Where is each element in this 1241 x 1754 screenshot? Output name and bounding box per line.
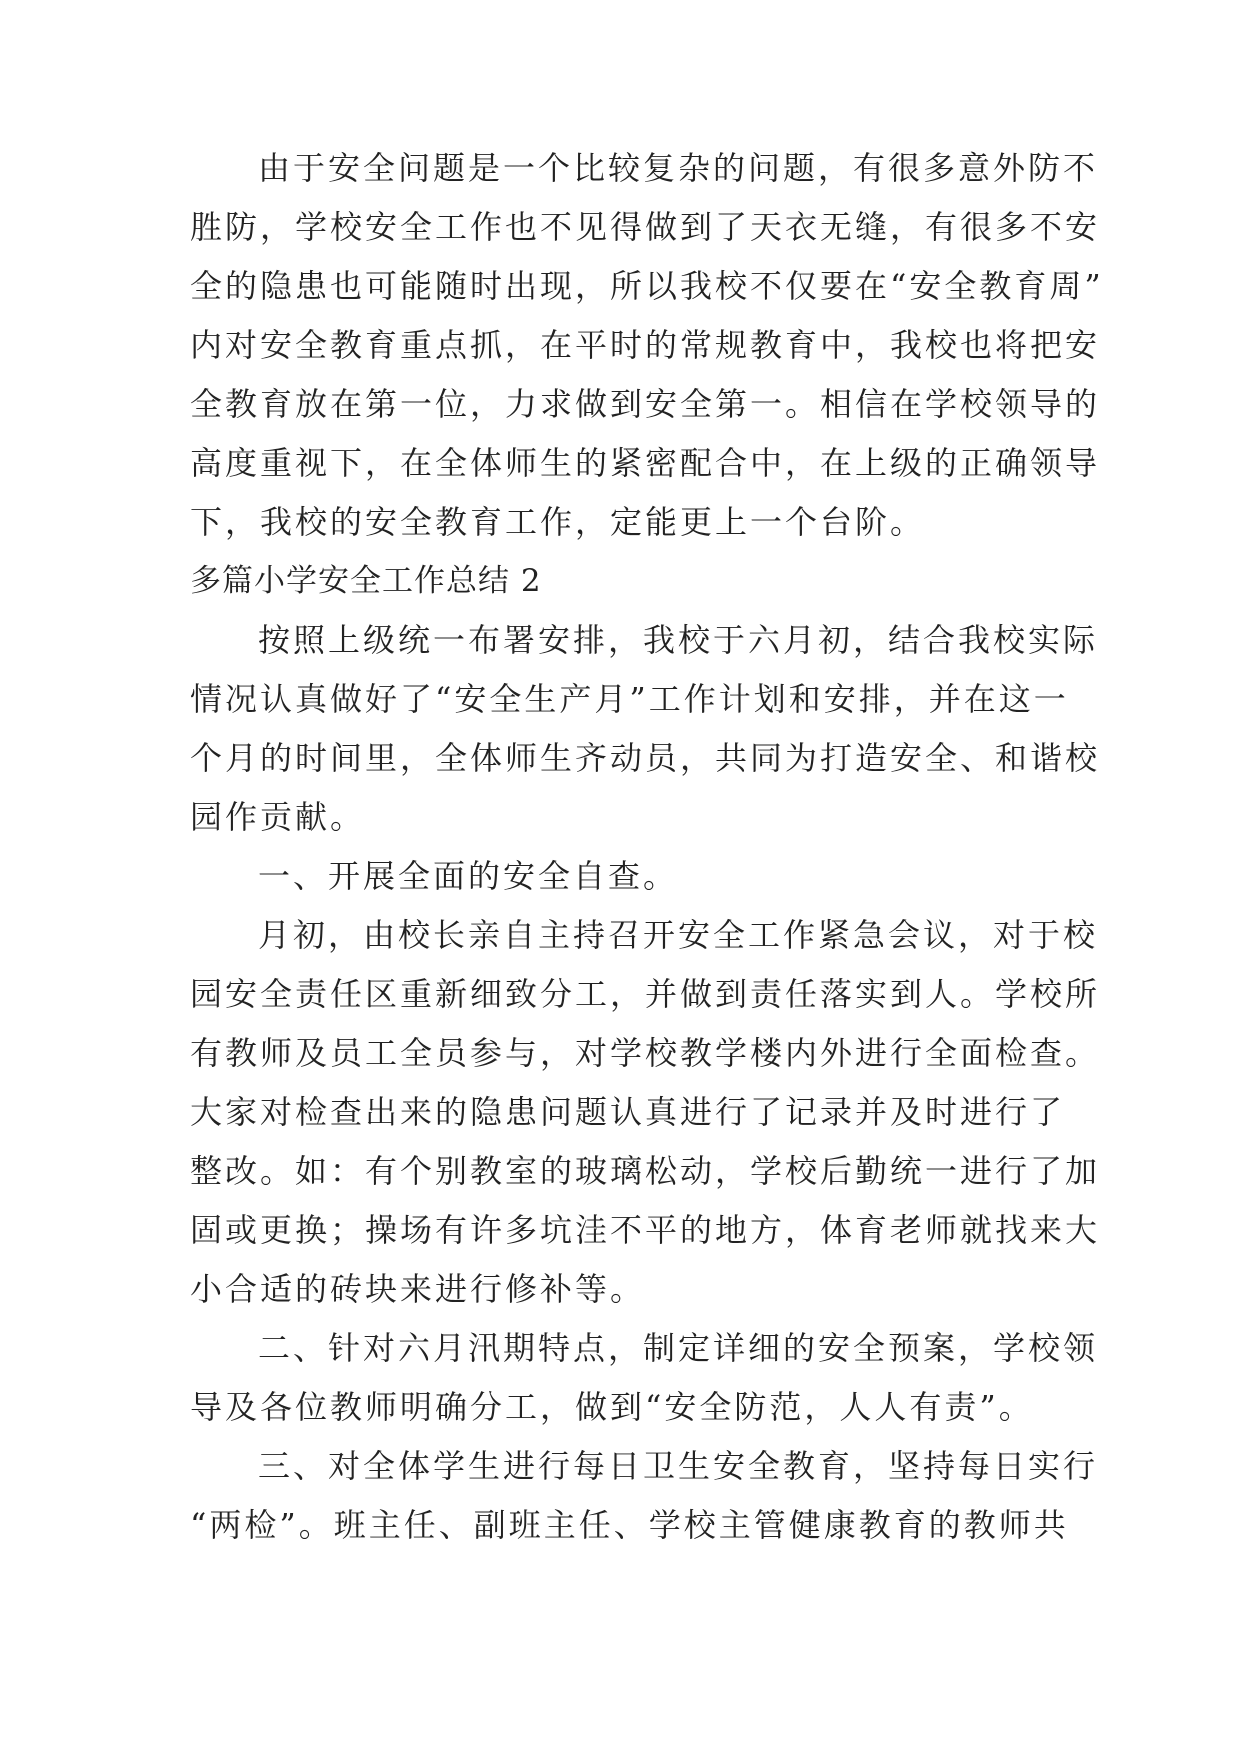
paragraph-line: 整改。如：有个别教室的玻璃松动，学校后勤统一进行了加 <box>190 1152 1101 1190</box>
paragraph-line: 下，我校的安全教育工作，定能更上一个台阶。 <box>190 503 926 541</box>
paragraph-line: 高度重视下，在全体师生的紧密配合中，在上级的正确领导 <box>190 444 1101 482</box>
paragraph-line: 个月的时间里，全体师生齐动员，共同为打造安全、和谐校 <box>190 739 1101 777</box>
paragraph-line: 月初，由校长亲自主持召开安全工作紧急会议，对于校 <box>258 916 1099 954</box>
paragraph-line: 大家对检查出来的隐患问题认真进行了记录并及时进行了 <box>190 1093 1066 1131</box>
paragraph-line: 小合适的砖块来进行修补等。 <box>190 1270 646 1308</box>
paragraph-line: 园作贡献。 <box>190 798 366 836</box>
paragraph-line: 内对安全教育重点抓，在平时的常规教育中，我校也将把安 <box>190 326 1101 364</box>
paragraph-line: 二、针对六月汛期特点，制定详细的安全预案，学校领 <box>258 1329 1099 1367</box>
paragraph-line: 胜防，学校安全工作也不见得做到了天衣无缝，有很多不安 <box>190 208 1101 246</box>
paragraph-line: 按照上级统一布署安排，我校于六月初，结合我校实际 <box>258 621 1099 659</box>
paragraph-line: 由于安全问题是一个比较复杂的问题，有很多意外防不 <box>258 149 1099 187</box>
paragraph-line: 一、开展全面的安全自查。 <box>258 857 679 895</box>
paragraph-line: 园安全责任区重新细致分工，并做到责任落实到人。学校所 <box>190 975 1101 1013</box>
paragraph-line: 固或更换；操场有许多坑洼不平的地方，体育老师就找来大 <box>190 1211 1101 1249</box>
paragraph-line: 全教育放在第一位，力求做到安全第一。相信在学校领导的 <box>190 385 1101 423</box>
paragraph-line: 有教师及员工全员参与，对学校教学楼内外进行全面检查。 <box>190 1034 1101 1072</box>
paragraph-line: 三、对全体学生进行每日卫生安全教育，坚持每日实行 <box>258 1447 1099 1485</box>
paragraph-line: 导及各位教师明确分工，做到“安全防范，人人有责”。 <box>190 1388 1034 1426</box>
paragraph-line: 全的隐患也可能随时出现，所以我校不仅要在“安全教育周” <box>190 267 1104 305</box>
section-heading: 多篇小学安全工作总结 2 <box>190 563 542 599</box>
paragraph-line: 情况认真做好了“安全生产月”工作计划和安排，并在这一 <box>190 680 1069 718</box>
paragraph-line: “两检”。班主任、副班主任、学校主管健康教育的教师共 <box>190 1506 1069 1544</box>
